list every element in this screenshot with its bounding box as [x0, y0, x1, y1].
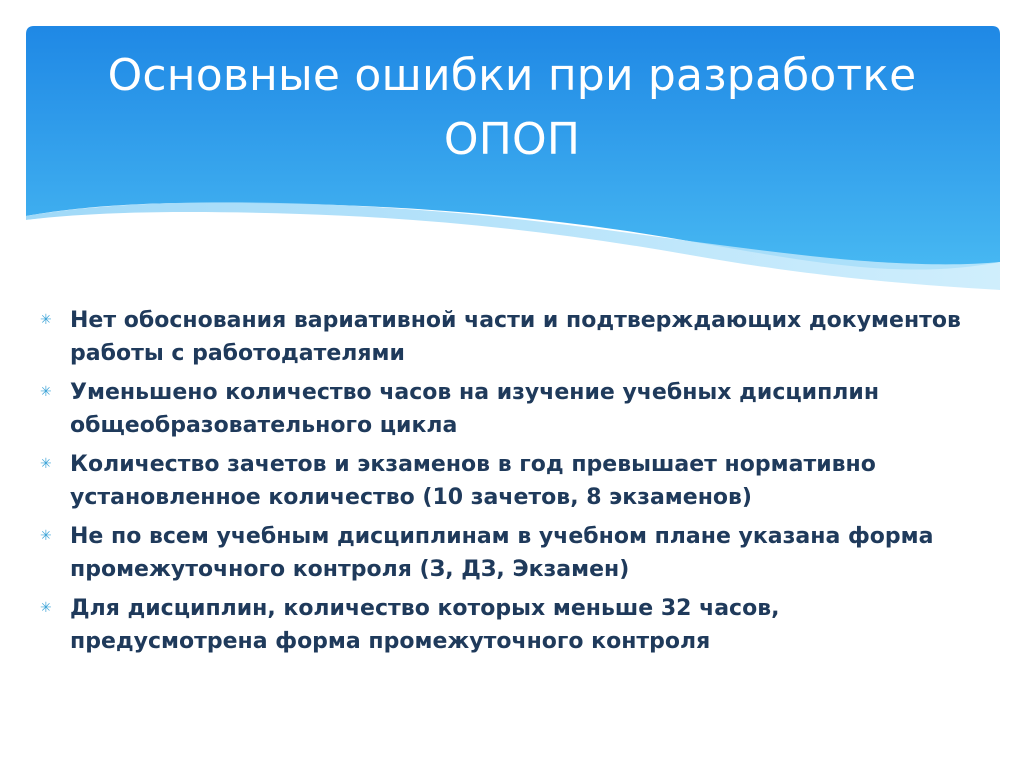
list-item — [40, 376, 980, 442]
list-item-text: Не по всем учебным дисциплинам в учебном плане указана форма промежуточного контроля (З, ДЗ, Экзамен) — [70, 524, 934, 582]
asterisk-icon: ✳ — [40, 312, 52, 328]
asterisk-icon: ✳ — [40, 384, 52, 400]
list-item — [40, 520, 980, 586]
list-item-text: Уменьшено количество часов на изучение учебных дисциплин общеобразовательного цикла — [70, 380, 880, 438]
asterisk-icon: ✳ — [40, 456, 52, 472]
list-item — [40, 448, 980, 514]
list-item-text: Нет обоснования вариативной части и подтверждающих документов работы с работодателями — [70, 308, 961, 366]
bullet-list — [40, 304, 980, 664]
list-item — [40, 592, 980, 658]
list-item-text: Для дисциплин, количество которых меньше 32 часов, предусмотрена форма промежуточного контроля — [70, 596, 780, 654]
list-item — [40, 304, 980, 370]
list-item-text: Количество зачетов и экзаменов в год превышает нормативно установленное количество (10 зачетов, 8 экзаменов) — [70, 452, 876, 510]
slide-title: Основные ошибки при разработке ОПОП — [107, 50, 917, 165]
asterisk-icon: ✳ — [40, 528, 52, 544]
asterisk-icon: ✳ — [40, 600, 52, 616]
